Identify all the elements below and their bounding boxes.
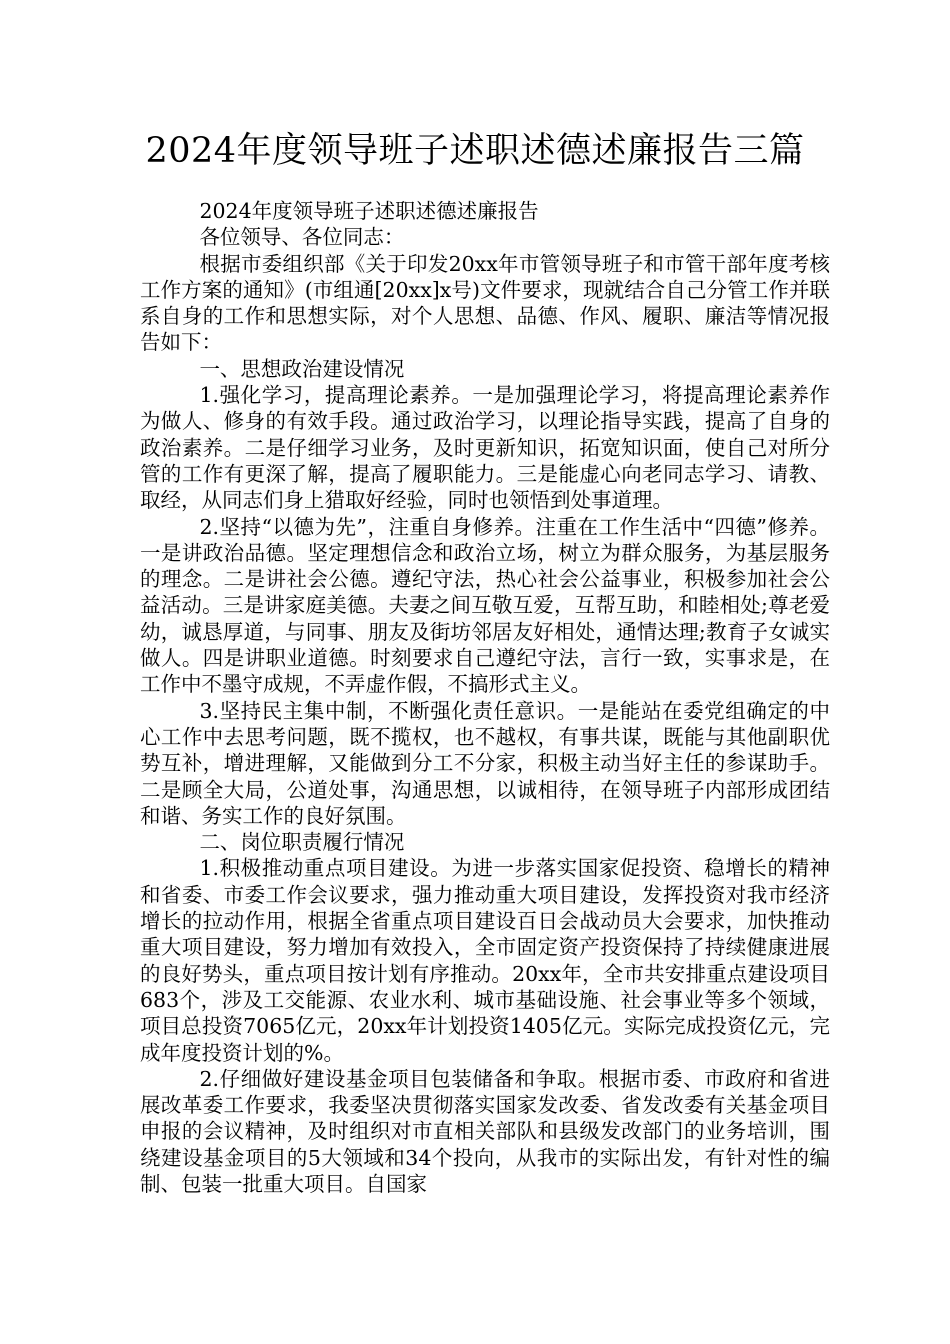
paragraph-1-2: 2.坚持“以德为先”，注重自身修养。注重在工作生活中“四德”修养。一是讲政治品德。坚定理想信念和政治立场，树立为群众服务，为基层服务的理念。二是讲社会公德。遵纪守法，热心社会公益事业，积极参加社会公益活动。三是讲家庭美德。夫妻之间互敬互爱，互帮互助，和睦相处;尊老爱幼，诚恳厚道，与同事、朋友及街坊邻居友好相处，通情达理;教育子女诚实做人。四是讲职业道德。时刻要求自己遵纪守法，言行一致，实事求是，在工作中不墨守成规，不弄虚作假，不搞形式主义。 — [140, 514, 830, 697]
salutation: 各位领导、各位同志： — [199, 225, 405, 250]
paragraph-2-1: 1.积极推动重点项目建设。为进一步落实国家促投资、稳增长的精神和省委、市委工作会议要求，强力推动重大项目建设，发挥投资对我市经济增长的拉动作用，根据全省重点项目建设百日会战动员大会要求，加快推动重大项目建设，努力增加有效投入，全市固定资产投资保持了持续健康进展的良好势头，重点项目按计划有序推动。20xx年，全市共安排重点建设项目683个，涉及工交能源、农业水利、城市基础设施、社会事业等多个领域，项目总投资7065亿元，20xx年计划投资1405亿元。实际完成投资亿元，完成年度投资计划的%。 — [140, 856, 830, 1065]
paragraph-2-2: 2.仔细做好建设基金项目包装储备和争取。根据市委、市政府和省进展改革委工作要求，我委坚决贯彻落实国家发改委、省发改委有关基金项目申报的会议精神，及时组织对市直相关部队和县级发改部门的业务培训，围绕建设基金项目的5大领域和34个投向，从我市的实际出发，有针对性的编制、包装一批重大项目。自国家 — [140, 1066, 830, 1196]
document-body — [140, 198, 830, 1197]
document-subtitle: 2024年度领导班子述职述德述廉报告 — [199, 199, 539, 223]
paragraph-1-1: 1.强化学习，提高理论素养。一是加强理论学习，将提高理论素养作为做人、修身的有效手段。通过政治学习，以理论指导实践，提高了自身的政治素养。二是仔细学习业务，及时更新知识，拓宽知识面，使自己对所分管的工作有更深了解，提高了履职能力。三是能虚心向老同志学习、请教、取经，从同志们身上猎取好经验，同时也领悟到处事道理。 — [140, 383, 830, 513]
section-heading-2: 二、岗位职责履行情况 — [199, 830, 405, 855]
paragraph-intro: 根据市委组织部《关于印发20xx年市管领导班子和市管干部年度考核工作方案的通知》(市组通[20xx]x号)文件要求，现就结合自己分管工作并联系自身的工作和思想实际，对个人思想、品德、作风、履职、廉洁等情况报告如下： — [140, 251, 830, 355]
paragraph-1-3: 3.坚持民主集中制，不断强化责任意识。一是能站在委党组确定的中心工作中去思考问题，既不揽权，也不越权，有事共谋，既能与其他副职优势互补，增进理解，又能做到分工不分家，积极主动当好主任的参谋助手。二是顾全大局，公道处事，沟通思想，以诚相待，在领导班子内部形成团结和谐、务实工作的良好氛围。 — [140, 698, 830, 828]
document-title: 2024年度领导班子述职述德述廉报告三篇 — [145, 131, 805, 171]
section-heading-1: 一、思想政治建设情况 — [199, 356, 405, 381]
